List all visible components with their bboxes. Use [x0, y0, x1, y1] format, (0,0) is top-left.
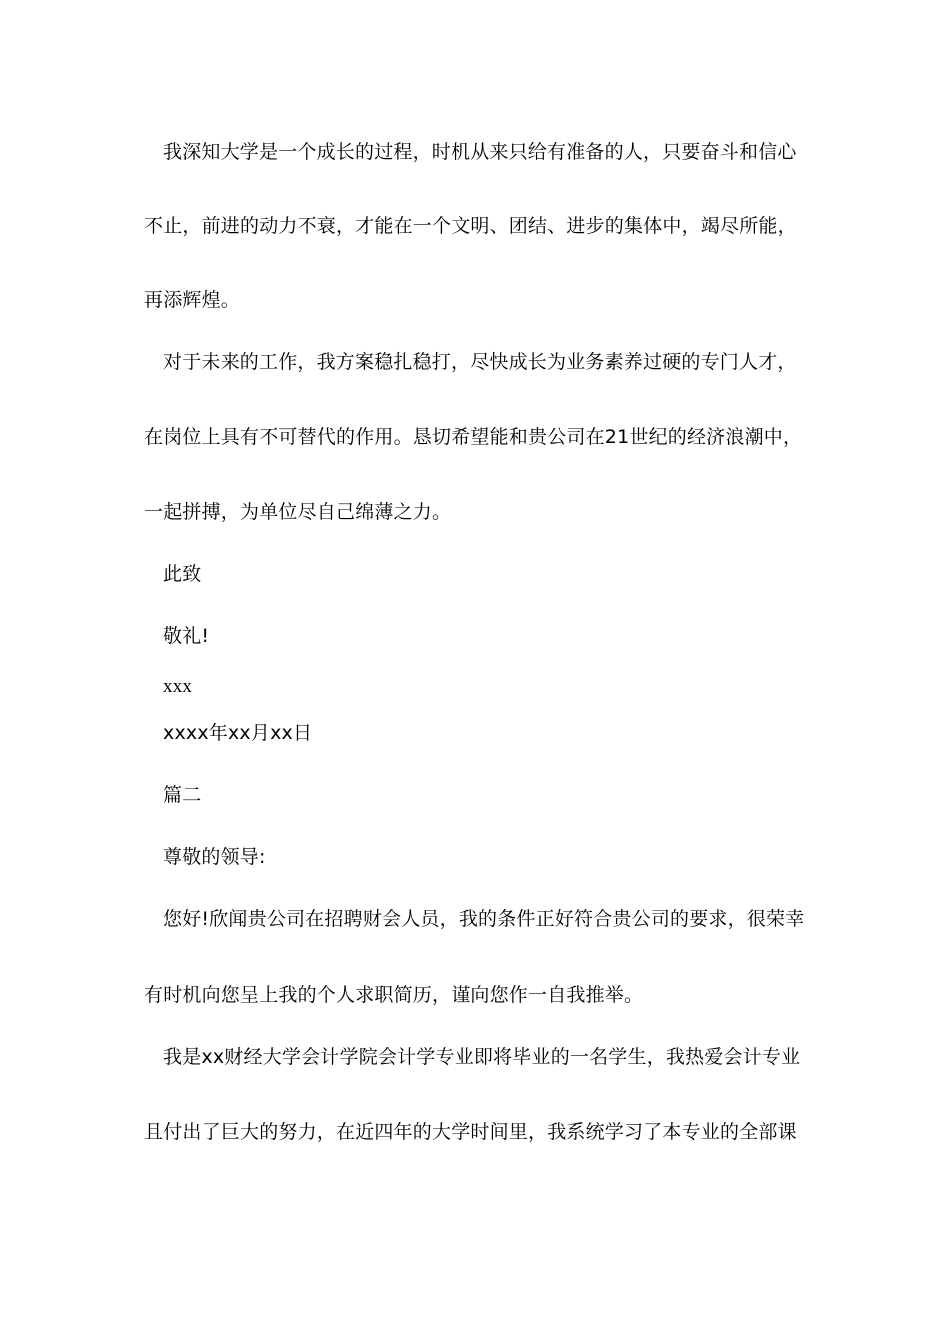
paragraph-2-line-3: 一起拼搏，为单位尽自己绵薄之力。 [144, 501, 452, 523]
paragraph-1-line-3: 再添辉煌。 [144, 289, 241, 311]
paragraph-1-line-1: 我深知大学是一个成长的过程，时机从来只给有准备的人，只要奋斗和信心 [163, 141, 797, 163]
paragraph-3-line-1: 您好!欣闻贵公司在招聘财会人员，我的条件正好符合贵公司的要求，很荣幸 [163, 908, 805, 930]
date-line: xxxx年xx月xx日 [163, 722, 313, 744]
paragraph-4-line-2: 且付出了巨大的努力，在近四年的大学时间里，我系统学习了本专业的全部课 [144, 1121, 797, 1143]
paragraph-4-line-1: 我是xx财经大学会计学院会计学专业即将毕业的一名学生，我热爱会计专业 [163, 1046, 801, 1068]
paragraph-1-line-2: 不止，前进的动力不衰，才能在一个文明、团结、进步的集体中，竭尽所能， [144, 215, 797, 237]
salutation: 尊敬的领导: [163, 846, 266, 868]
paragraph-2-line-2: 在岗位上具有不可替代的作用。恳切希望能和贵公司在21世纪的经济浪潮中， [144, 426, 803, 448]
section-title: 篇二 [163, 784, 202, 806]
signature: xxx [163, 676, 193, 697]
paragraph-2-line-1: 对于未来的工作，我方案稳扎稳打，尽快成长为业务素养过硬的专门人才， [163, 351, 797, 373]
paragraph-3-line-2: 有时机向您呈上我的个人求职简历，谨向您作一自我推举。 [144, 984, 644, 1006]
closing-ci-zhi: 此致 [163, 563, 202, 585]
closing-jing-li: 敬礼! [163, 625, 210, 647]
